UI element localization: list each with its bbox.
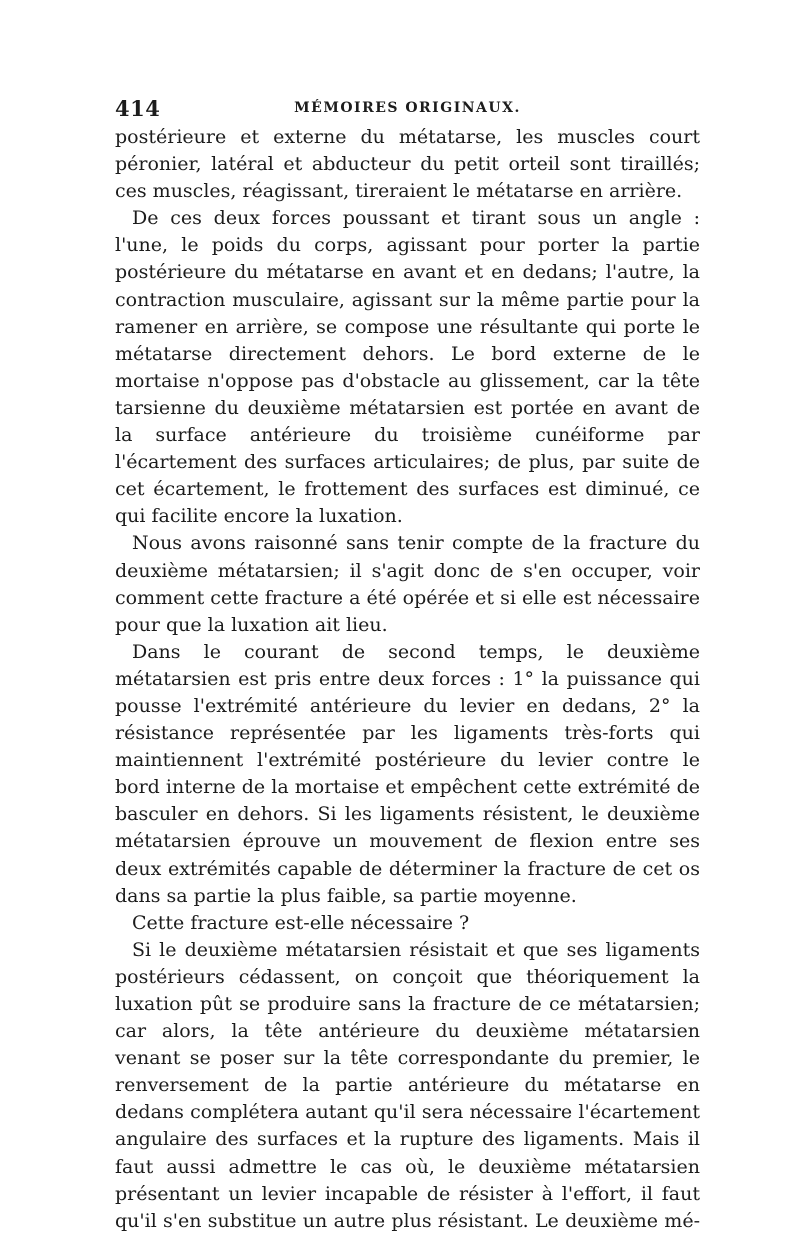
paragraph: Nous avons raisonné sans tenir compte de la fracture du deuxième métatarsien; il s'agit donc de s'en occuper, voir comment cette fracture a été opérée et si elle est nécessaire pour que la luxation ait lieu. (115, 532, 700, 636)
running-title: MÉMOIRES ORIGINAUX. (294, 100, 521, 116)
book-page (115, 96, 700, 1235)
page-number: 414 (115, 96, 161, 121)
page-header (115, 96, 700, 122)
body-text (115, 124, 700, 1235)
paragraph: Si le deuxième métatarsien résistait et que ses ligaments postérieurs cédassent, on conçoit que théoriquement la luxation pût se produire sans la fracture de ce métatarsien; car alors, la tête antérieure du deuxième métatarsien venant se poser sur la tête correspondante du premier, le renversement de la partie antérieure du métatarse en dedans complétera autant qu'il sera nécessaire l'écartement angulaire des surfaces et la rupture des ligaments. Mais il faut aussi admettre le cas où, le deuxième métatarsien présentant un levier incapable de résister à l'effort, il faut qu'il s'en substitue un autre plus résistant. Le deuxième mé- (115, 938, 700, 1232)
paragraph: Cette fracture est-elle nécessaire ? (132, 911, 470, 934)
paragraph: De ces deux forces poussant et tirant sous un angle : l'une, le poids du corps, agissant pour porter la partie postérieure du métatarse en avant et en dedans; l'autre, la contraction musculaire, agissant sur la même partie pour la ramener en arrière, se compose une résultante qui porte le métatarse directement dehors. Le bord externe de le mortaise n'oppose pas d'obstacle au glissement, car la tête tarsienne du deuxième métatarsien est portée en avant de la surface antérieure du troisième cunéiforme par l'écartement des surfaces articulaires; de plus, par suite de cet écartement, le frottement des surfaces est diminué, ce qui facilite encore la luxation. (115, 207, 700, 528)
paragraph: postérieure et externe du métatarse, les muscles court péronier, latéral et abducteur du petit orteil sont tiraillés; ces muscles, réagissant, tireraient le métatarse en arrière. (115, 126, 700, 203)
paragraph: Dans le courant de second temps, le deuxième métatarsien est pris entre deux forces : 1° la puissance qui pousse l'extrémité antérieure du levier en dedans, 2° la résistance représentée par les ligaments très-forts qui maintiennent l'extrémité postérieure du levier contre le bord interne de la mortaise et empêchent cette extrémité de basculer en dehors. Si les ligaments résistent, le deuxième métatarsien éprouve un mouvement de flexion entre ses deux extrémités capable de déterminer la fracture de cet os dans sa partie la plus faible, sa partie moyenne. (115, 640, 700, 907)
